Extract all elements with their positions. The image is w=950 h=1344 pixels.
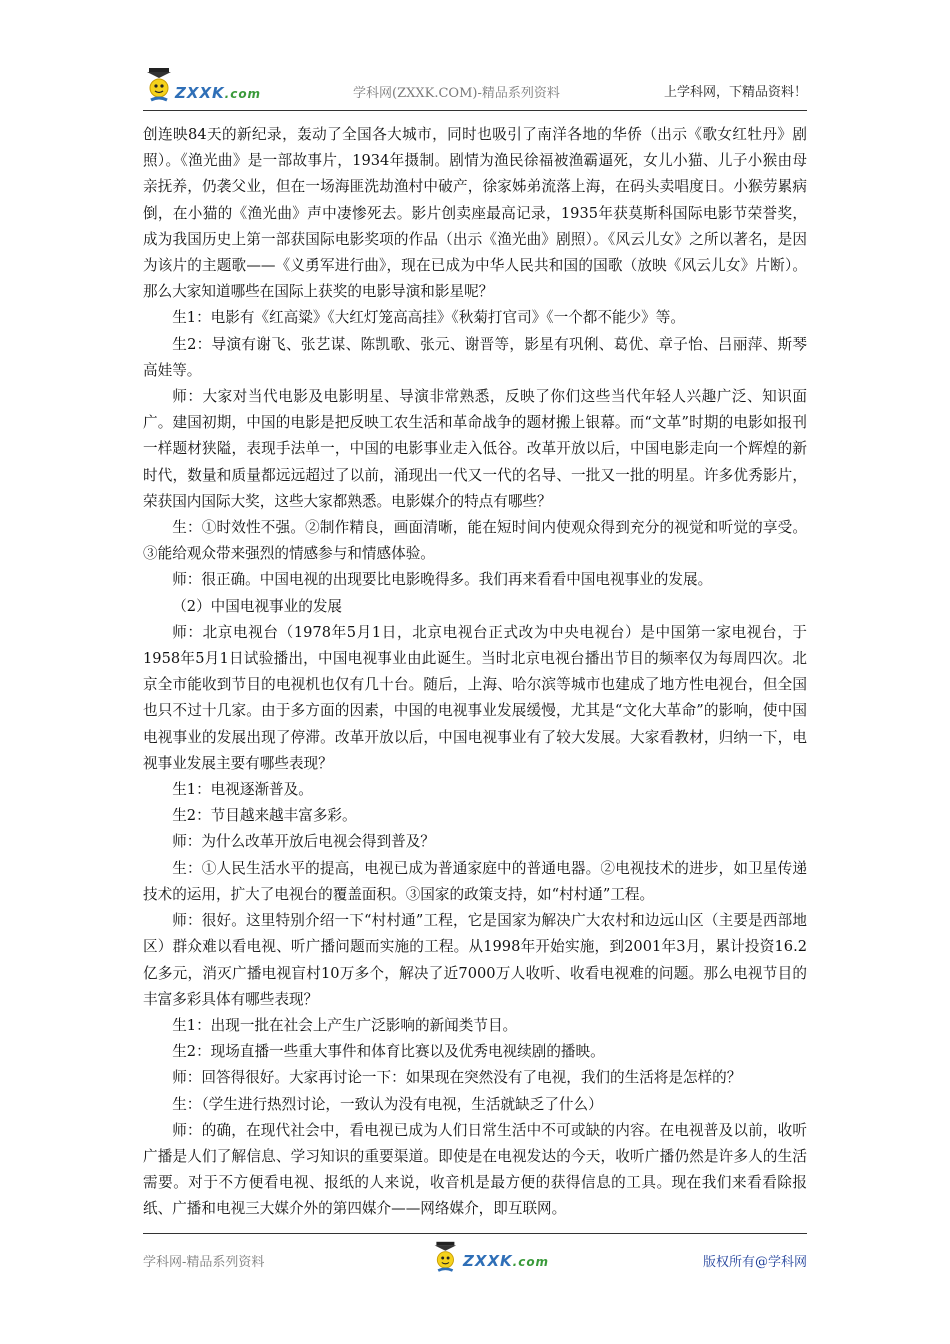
paragraph: 生1：电影有《红高粱》《大红灯笼高高挂》《秋菊打官司》《一个都不能少》等。 bbox=[172, 309, 685, 327]
paragraph: 师：很好。这里特别介绍一下“村村通”工程，它是国家为解决广大农村和边远山区（主要是西部地区）群众难以看电视、听广播问题而实施的工程。从1998年开始实施，到2001年3月，累计投资16.2亿多元，消灭广播电视盲村10万多个，解决了近7000万人收听、收看电视难的问题。那么电视节目的丰富多彩具体有哪些表现？ bbox=[143, 912, 807, 1008]
paragraph: 师：大家对当代电影及电影明星、导演非常熟悉，反映了你们这些当代年轻人兴趣广泛、知识面广。建国初期，中国的电影是把反映工农生活和革命战争的题材搬上银幕。而“文革”时期的电影如报刊一样题材狭隘，表现手法单一，中国的电影事业走入低谷。改革开放以后，中国电影走向一个辉煌的新时代，数量和质量都远远超过了以前，涌现出一代又一代的名导、一批又一批的明星。许多优秀影片，荣获国内国际大奖，这些大家都熟悉。电影媒介的特点有哪些？ bbox=[143, 388, 807, 510]
logo-wordmark: ZXXK.com bbox=[175, 84, 262, 102]
footer-copyright: 版权所有@学科网 bbox=[702, 1255, 807, 1270]
page-header bbox=[143, 62, 807, 111]
footer-zxxk-logo bbox=[431, 1240, 550, 1276]
paragraph: 生2：导演有谢飞、张艺谋、陈凯歌、张元、谢晋等，影星有巩俐、葛优、章子怡、吕丽萍、斯琴高娃等。 bbox=[143, 335, 807, 379]
zxxk-logo bbox=[143, 66, 262, 106]
paragraph: 师：的确，在现代社会中，看电视已成为人们日常生活中不可或缺的内容。在电视普及以前，收听广播是人们了解信息、学习知识的重要渠道。即使是在电视发达的今天，收听广播仍然是许多人的生活需要。对于不方便看电视、报纸的人来说，收音机是最方便的获得信息的工具。现在我们来看看除报纸、广播和电视三大媒介外的第四媒介——网络媒介，即互联网。 bbox=[143, 1121, 807, 1218]
paragraph: 师：北京电视台（1978年5月1日，北京电视台正式改为中央电视台）是中国第一家电视台，于1958年5月1日试验播出，中国电视事业由此诞生。当时北京电视台播出节目的频率仅为每周四次。北京全市能收到节目的电视机也仅有几十台。随后，上海、哈尔滨等城市也建成了地方性电视台，但全国也只不过十几家。由于多方面的因素，中国的电视事业发展缓慢，尤其是“文化大革命”的影响，使中国电视事业的发展出现了停滞。改革开放以后，中国电视事业有了较大发展。大家看教材，归纳一下，电视事业发展主要有哪些表现？ bbox=[143, 623, 807, 772]
footer-site-label: 学科网-精品系列资料 bbox=[143, 1255, 265, 1270]
paragraph: 生：①时效性不强。②制作精良，画面清晰，能在短时间内使观众得到充分的视觉和听觉的享受。③能给观众带来强烈的情感参与和情感体验。 bbox=[143, 519, 807, 563]
section-heading: （2）中国电视事业的发展 bbox=[172, 597, 343, 615]
paragraph: 创连映84天的新纪录，轰动了全国各大城市，同时也吸引了南洋各地的华侨（出示《歌女红牡丹》剧照）。《渔光曲》是一部故事片，1934年摄制。剧情为渔民徐福被渔霸逼死，女儿小猫、儿子小猴由母亲抚养，仍袭父业，但在一场海匪洗劫渔村中破产，徐家姊弟流落上海，在码头卖唱度日。小猴劳累病倒，在小猫的《渔光曲》声中凄惨死去。影片创卖座最高记录，1935年获莫斯科国际电影节荣誉奖，成为我国历史上第一部获国际电影奖项的作品（出示《渔光曲》剧照）。《风云儿女》之所以著名，是因为该片的主题歌——《义勇军进行曲》，现在已成为中华人民共和国的国歌（放映《风云儿女》片断）。那么大家知道哪些在国际上获奖的电影导演和影星呢？ bbox=[143, 126, 807, 301]
header-site-title: 学科网(ZXXK.COM)-精品系列资料 bbox=[353, 86, 560, 101]
document-body bbox=[143, 122, 807, 1223]
paragraph: 生2：现场直播一些重大事件和体育比赛以及优秀电视续剧的播映。 bbox=[172, 1043, 605, 1061]
mascot-icon bbox=[431, 1240, 467, 1276]
header-slogan: 上学科网，下精品资料！ bbox=[663, 85, 807, 100]
paragraph: 师：回答得很好。大家再讨论一下：如果现在突然没有了电视，我们的生活将是怎样的？ bbox=[172, 1069, 742, 1087]
paragraph: 生1：出现一批在社会上产生广泛影响的新闻类节目。 bbox=[172, 1016, 518, 1034]
paragraph: 师：很正确。中国电视的出现要比电影晚得多。我们再来看看中国电视事业的发展。 bbox=[172, 571, 713, 589]
paragraph: 生：（学生进行热烈讨论，一致认为没有电视，生活就缺乏了什么） bbox=[172, 1095, 603, 1113]
logo-wordmark: ZXXK.com bbox=[463, 1252, 550, 1270]
paragraph: 生：①人民生活水平的提高，电视已成为普通家庭中的普通电器。②电视技术的进步，如卫星传递技术的运用，扩大了电视台的覆盖面积。③国家的政策支持，如“村村通”工程。 bbox=[143, 859, 807, 903]
page-footer bbox=[143, 1233, 807, 1284]
paragraph: 师：为什么改革开放后电视会得到普及？ bbox=[172, 833, 435, 851]
paragraph: 生1：电视逐渐普及。 bbox=[172, 781, 313, 799]
paragraph: 生2：节目越来越丰富多彩。 bbox=[172, 807, 357, 825]
